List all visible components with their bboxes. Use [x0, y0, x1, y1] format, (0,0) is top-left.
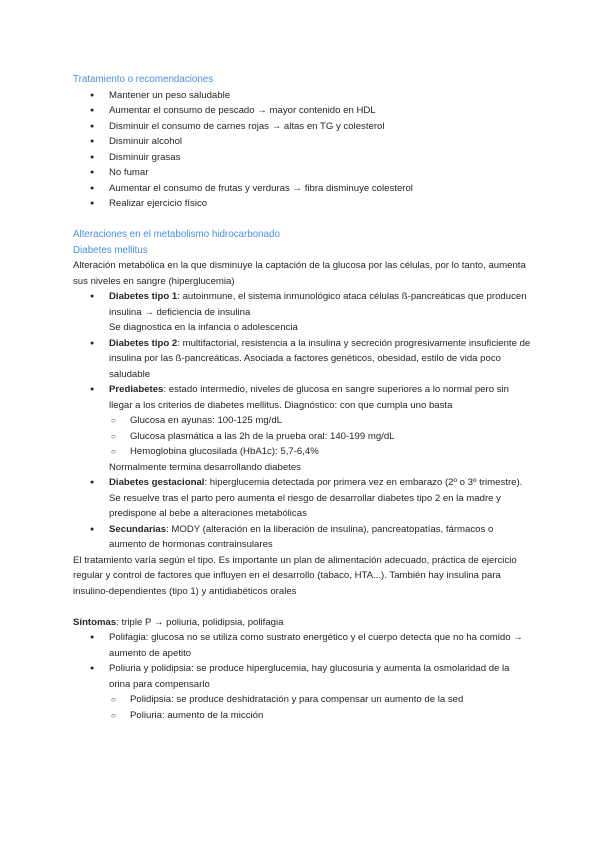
list-item-prediabetes — [73, 382, 533, 413]
list-item: ○ Glucosa en ayunas: 100-125 mg/dL — [73, 413, 533, 429]
list-item: ○ Glucosa plasmática a las 2h de la prueba oral: 140-199 mg/dL — [73, 429, 533, 445]
list-item: ○ Poliuria: aumento de la micción — [73, 708, 533, 724]
list-item: ● Aumentar el consumo de pescado → mayor contenido en HDL — [73, 103, 533, 119]
gestacional-label: Diabetes gestacional — [109, 477, 205, 488]
alteraciones-heading: Alteraciones en el metabolismo hidrocarbonado — [73, 229, 280, 240]
sintomas-sub-list — [73, 692, 533, 723]
prediabetes-criteria-list — [73, 413, 533, 460]
prediabetes-label: Prediabetes — [109, 384, 164, 395]
tipo2-label: Diabetes tipo 2 — [109, 337, 178, 349]
diabetes-subheading: Diabetes mellitus — [73, 244, 148, 256]
diabetes-types-list-2 — [73, 475, 533, 553]
list-item-secundarias — [73, 522, 533, 553]
document-page — [73, 72, 533, 723]
tipo1-note: Se diagnostica en la infancia o adolescencia — [109, 322, 298, 333]
list-item: ● Poliuria y polidipsia: se produce hiperglucemia, hay glucosuria y aumenta la osmolaridad de la orina para compensarlo — [73, 661, 533, 692]
secundarias-text: : MODY (alteración en la liberación de insulina), pancreatopatías, fármacos o aumento de hormonas contrainsulares — [109, 523, 494, 550]
list-item-tipo1 — [73, 289, 533, 336]
tipo2-text: : multifactorial, resistencia a la insulina y secreción progresivamente insuficiente de insulina por las ß-pancreáticas. Asociada a factores genéticos, obesidad, estilo de vida poco saludable — [109, 337, 531, 380]
list-item: ● Mantener un peso saludable — [73, 88, 533, 104]
prediabetes-text: : estado intermedio, niveles de glucosa en sangre superiores a lo normal pero sin llegar a los criterios de diabetes mellitus. Diagnóstico: con que cumpla uno basta — [109, 384, 509, 411]
list-item: ● Disminuir el consumo de carnes rojas → altas en TG y colesterol — [73, 119, 533, 135]
list-item: ● Disminuir grasas — [73, 150, 533, 166]
sintomas-line — [73, 615, 533, 631]
tratamiento-diabetes-text: El tratamiento varía según el tipo. Es importante un plan de alimentación adecuado, práctica de ejercicio regular y control de factores que influyen en el desarrollo (tabaco, HTA...). También hay insulina para insulino-dependientes (tipo 1) y antidiabéticos orales — [73, 554, 517, 597]
list-item-gestacional — [73, 475, 533, 522]
tipo1-text: : autoinmune, el sistema inmunológico ataca células ß-pancreáticas que producen insulina → deficiencia de insulina — [109, 291, 527, 318]
tratamiento-list — [73, 88, 533, 212]
gestacional-text: : hiperglucemia detectada por primera vez en embarazo (2º o 3º trimestre). Se resuelve tras el parto pero aumenta el riesgo de desarrollar diabetes tipo 2 en la madre y predispone al bebe a alteraciones metabólicas — [109, 477, 523, 519]
sintomas-list — [73, 630, 533, 692]
list-item: ● Polifagia: glucosa no se utiliza como sustrato energético y el cuerpo detecta que no ha comido → aumento de apetito — [73, 630, 533, 661]
list-item-tipo2 — [73, 336, 533, 383]
diabetes-types-list — [73, 289, 533, 413]
list-item: ○ Polidipsia: se produce deshidratación y para compensar un aumento de la sed — [73, 692, 533, 708]
list-item: ● Disminuir alcohol — [73, 134, 533, 150]
list-item: ● No fumar — [73, 165, 533, 181]
list-item: ○ Hemoglobina glucosilada (HbA1c): 5,7-6,4% — [73, 444, 533, 460]
secundarias-label: Secundarias — [109, 523, 167, 535]
sintomas-text: : triple P → poliuria, polidipsia, polifagia — [116, 616, 284, 628]
prediabetes-note: Normalmente termina desarrollando diabetes — [109, 461, 301, 473]
list-item: ● Aumentar el consumo de frutas y verduras → fibra disminuye colesterol — [73, 181, 533, 197]
tipo1-label: Diabetes tipo 1 — [109, 291, 178, 302]
list-item: ● Realizar ejercicio físico — [73, 196, 533, 212]
sintomas-label: Síntomas — [73, 616, 117, 628]
tratamiento-heading: Tratamiento o recomendaciones — [73, 74, 214, 85]
diabetes-intro: Alteración metabólica en la que disminuye la captación de la glucosa por las células, por lo tanto, aumenta sus niveles en sangre (hiperglucemia) — [73, 260, 526, 287]
